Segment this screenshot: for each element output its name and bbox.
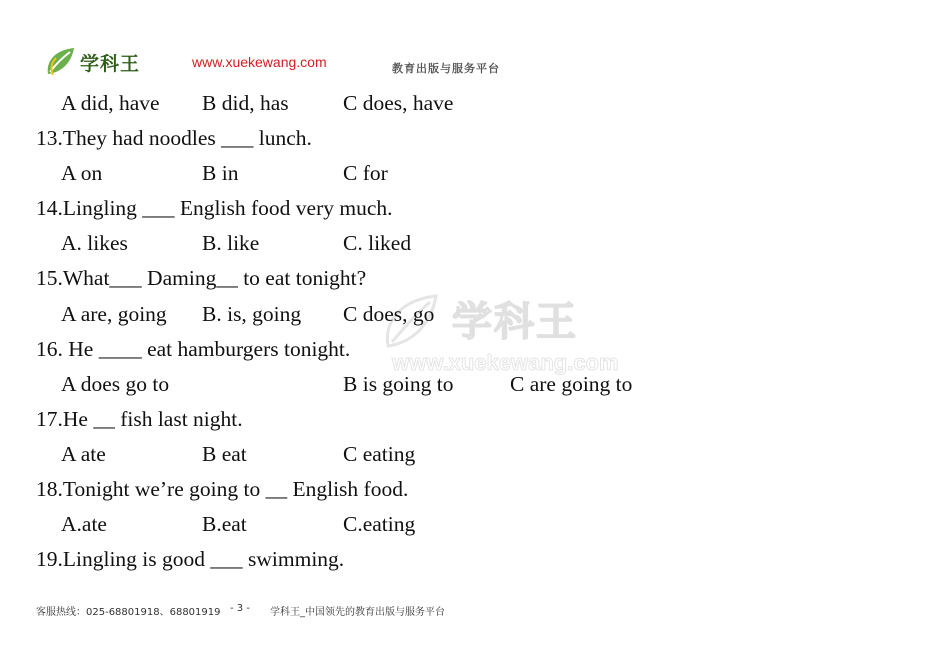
option-a: A does go to [61,371,170,396]
option-b: B eat [202,441,247,466]
question-13 [0,121,950,156]
page-footer [36,603,916,619]
page-header [40,44,510,82]
option-a: A are, going [61,301,167,326]
option-c: C does, have [343,91,454,115]
option-c: C for [343,161,388,186]
option-c: C does, go [343,301,435,326]
question-text: 17.He __ fish last night. [36,406,243,431]
footer-hotline: 客服热线：025-68801918、68801919 [36,607,221,618]
option-a: A did, have [61,91,160,115]
question-text: 15.What___ Daming__ to eat tonight? [36,266,367,291]
question-text: 14.Lingling ___ English food very much. [36,196,393,221]
site-url[interactable]: www.xuekewang.com [192,54,327,70]
question-19 [0,542,950,577]
option-c: C.eating [343,512,416,537]
option-c: C eating [343,441,416,466]
option-c: C are going to [510,371,633,396]
footer-brand: 学科王_中国领先的教育出版与服务平台 [270,607,445,618]
question-text: 16. He ____ eat hamburgers tonight. [36,336,351,361]
question-18 [0,472,950,507]
options-row [0,437,950,472]
header-slogan: 教育出版与服务平台 [392,62,500,75]
page-number: - 3 - [230,603,250,614]
question-14 [0,191,950,226]
option-a: A.ate [61,512,107,537]
question-15 [0,261,950,296]
question-16 [0,332,950,367]
question-list [0,86,950,577]
option-a: A. likes [61,231,128,256]
question-text: 18.Tonight we’re going to __ English food. [36,477,409,502]
question-17 [0,402,950,437]
option-b: B. like [202,231,260,256]
watermark-url: www.xuekewang.com [392,350,619,375]
options-row [0,297,950,332]
leaf-logo-icon [44,46,78,78]
options-row [0,226,950,261]
option-b: B in [202,161,239,186]
option-b: B is going to [343,371,454,396]
question-text: 19.Lingling is good ___ swimming. [36,547,345,572]
option-b: B. is, going [202,301,302,326]
options-row [0,156,950,191]
watermark-text: 学科王 [452,299,578,345]
option-a: A on [61,161,103,186]
option-b: B did, has [202,91,289,115]
option-b: B.eat [202,512,247,537]
option-a: A ate [61,441,106,466]
question-text: 13.They had noodles ___ lunch. [36,126,312,151]
logo-text: 学科王 [80,53,141,75]
options-row [0,367,950,402]
options-row [0,86,950,121]
options-row [0,507,950,542]
option-c: C. liked [343,231,412,256]
